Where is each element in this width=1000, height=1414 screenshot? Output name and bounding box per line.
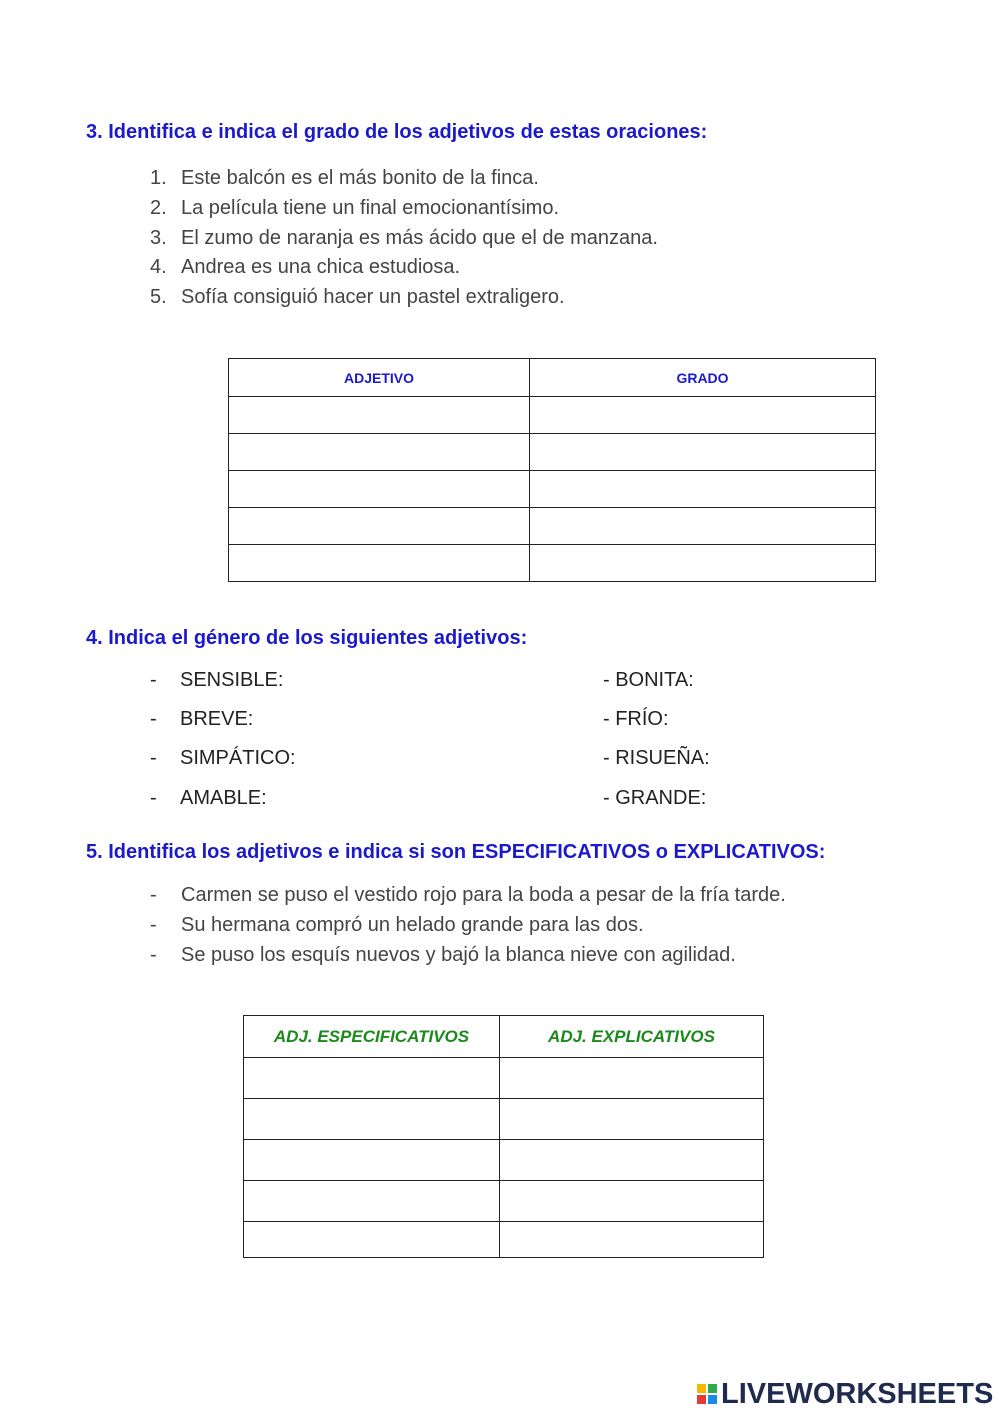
logo-square <box>708 1395 717 1404</box>
answer-cell[interactable] <box>530 434 876 471</box>
header-especificativos: ADJ. ESPECIFICATIVOS <box>244 1016 500 1058</box>
sentence-item: - Su hermana compró un helado grande para las dos. <box>150 914 644 936</box>
exercise-3-sentence-list <box>150 164 658 313</box>
table-row <box>244 1058 764 1099</box>
answer-cell[interactable] <box>229 545 530 582</box>
answer-cell[interactable] <box>244 1099 500 1140</box>
header-grado: GRADO <box>530 359 876 397</box>
answer-cell[interactable] <box>244 1140 500 1181</box>
answer-cell[interactable] <box>530 545 876 582</box>
sentence-item: 3. El zumo de naranja es más ácido que el de manzana. <box>150 226 658 249</box>
exercise-5-heading: 5. Identifica los adjetivos e indica si son ESPECIFICATIVOS o EXPLICATIVOS: <box>86 841 826 863</box>
answer-cell[interactable] <box>500 1140 764 1181</box>
answer-cell[interactable] <box>229 397 530 434</box>
adjective-degree-table <box>228 358 876 582</box>
adjective-type-table <box>243 1015 764 1258</box>
table-row <box>229 397 876 434</box>
answer-cell[interactable] <box>244 1222 500 1258</box>
sentence-item: - Carmen se puso el vestido rojo para la boda a pesar de la fría tarde. <box>150 884 786 906</box>
answer-cell[interactable] <box>244 1181 500 1222</box>
answer-cell[interactable] <box>530 397 876 434</box>
gender-item-right: - BONITA: <box>603 669 694 691</box>
table-row <box>244 1222 764 1258</box>
table-row <box>229 434 876 471</box>
logo-square <box>697 1384 706 1393</box>
answer-cell[interactable] <box>500 1222 764 1258</box>
gender-item-left: - SIMPÁTICO: <box>150 747 296 769</box>
table-row <box>244 1099 764 1140</box>
table-header-row <box>244 1016 764 1058</box>
gender-item-right: - RISUEÑA: <box>603 747 710 769</box>
gender-item-right: - FRÍO: <box>603 708 669 730</box>
liveworksheets-logo[interactable] <box>697 1378 993 1410</box>
table-row <box>229 508 876 545</box>
logo-mark-icon <box>697 1384 717 1404</box>
sentence-item: 4. Andrea es una chica estudiosa. <box>150 256 461 279</box>
answer-cell[interactable] <box>500 1099 764 1140</box>
gender-item-right: - GRANDE: <box>603 787 707 809</box>
table-row <box>244 1181 764 1222</box>
header-explicativos: ADJ. EXPLICATIVOS <box>500 1016 764 1058</box>
answer-cell[interactable] <box>244 1058 500 1099</box>
answer-cell[interactable] <box>500 1058 764 1099</box>
exercise-3-heading: 3. Identifica e indica el grado de los adjetivos de estas oraciones: <box>86 121 708 143</box>
table-row <box>229 545 876 582</box>
gender-item-left: - BREVE: <box>150 708 254 730</box>
gender-item-left: - AMABLE: <box>150 787 267 809</box>
sentence-item: - Se puso los esquís nuevos y bajó la blanca nieve con agilidad. <box>150 944 736 966</box>
sentence-item: 2. La película tiene un final emocionantísimo. <box>150 196 560 219</box>
answer-cell[interactable] <box>530 471 876 508</box>
answer-cell[interactable] <box>229 471 530 508</box>
answer-cell[interactable] <box>500 1181 764 1222</box>
table-row <box>229 471 876 508</box>
logo-square <box>708 1384 717 1393</box>
table-row <box>244 1140 764 1181</box>
logo-square <box>697 1395 706 1404</box>
gender-item-left: - SENSIBLE: <box>150 669 284 691</box>
table-header-row <box>229 359 876 397</box>
answer-cell[interactable] <box>229 434 530 471</box>
answer-cell[interactable] <box>530 508 876 545</box>
exercise-5-sentence-list <box>150 880 786 970</box>
exercise-4-heading: 4. Indica el género de los siguientes adjetivos: <box>86 627 528 649</box>
logo-text: LIVEWORKSHEETS <box>721 1377 994 1410</box>
answer-cell[interactable] <box>229 508 530 545</box>
header-adjetivo: ADJETIVO <box>229 359 530 397</box>
sentence-item: 5. Sofía consiguió hacer un pastel extraligero. <box>150 286 565 309</box>
sentence-item: 1. Este balcón es el más bonito de la finca. <box>150 167 539 189</box>
